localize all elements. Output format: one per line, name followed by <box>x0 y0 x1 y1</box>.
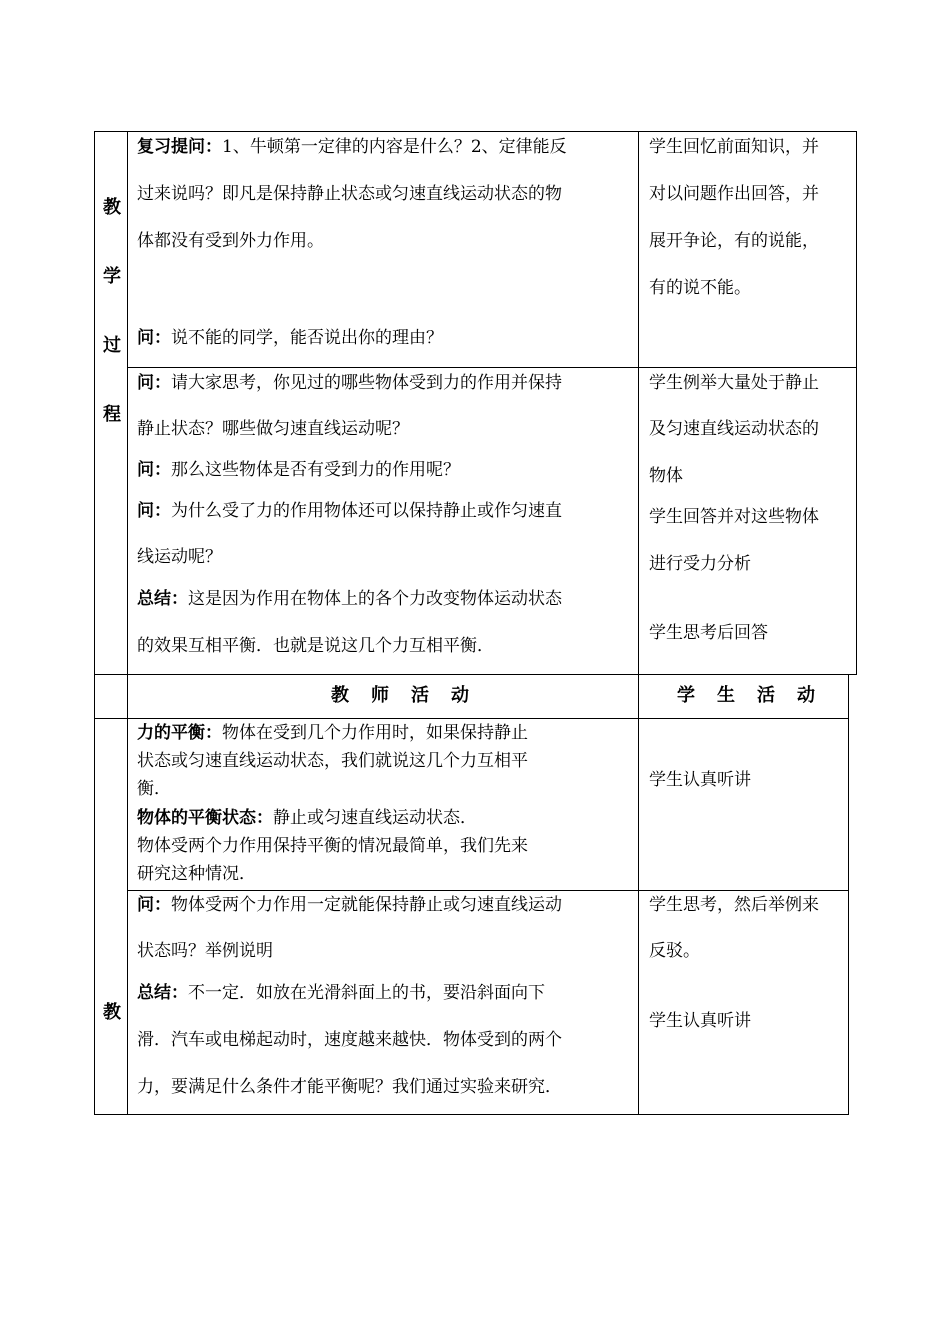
upper-table-bottom-border <box>94 674 857 675</box>
two-force-line-1: 物体受两个力作用保持平衡的情况最简单，我们先来 <box>137 836 528 856</box>
review-question-text: 1、牛顿第一定律的内容是什么？2、定律能反 <box>222 137 567 157</box>
student-activity-line: 学生认真听讲 <box>649 1011 751 1031</box>
question-label: 问： <box>137 501 171 521</box>
force-balance-text: 物体在受到几个力作用时，如果保持静止 <box>222 723 528 743</box>
student-activity-line: 学生回忆前面知识，并 <box>649 137 819 157</box>
student-activity-line: 对以问题作出回答，并 <box>649 184 819 204</box>
student-activity-line: 学生认真听讲 <box>649 770 751 790</box>
review-question-label: 复习提问： <box>137 137 222 157</box>
question-label: 问： <box>137 373 171 393</box>
lower-question-line-2: 状态吗？举例说明 <box>137 941 273 961</box>
side-label-char-4: 程 <box>103 404 121 425</box>
upper-table-row-divider <box>127 367 857 368</box>
equilibrium-state-label: 物体的平衡状态： <box>137 808 273 828</box>
question-text: 为什么受了力的作用物体还可以保持静止或作匀速直 <box>171 501 562 521</box>
question-text: 物体受两个力作用一定就能保持静止或匀速直线运动 <box>171 895 562 915</box>
lower-table-top-border <box>94 718 849 719</box>
summary-text: 这是因为作用在物体上的各个力改变物体运动状态 <box>188 589 562 609</box>
student-activity-line: 反驳。 <box>649 941 700 961</box>
question-label: 问： <box>137 460 171 480</box>
summary-label: 总结： <box>137 589 188 609</box>
student-activity-line: 及匀速直线运动状态的 <box>649 419 819 439</box>
review-question-line-1 <box>137 137 567 157</box>
student-activity-header: 学生活动 <box>677 685 837 706</box>
force-balance-line-1 <box>137 723 528 743</box>
equilibrium-state-line <box>137 808 477 828</box>
summary-label: 总结： <box>137 983 188 1003</box>
student-activity-line: 有的说不能。 <box>649 278 751 298</box>
question-2 <box>137 460 460 480</box>
question-3-line-1 <box>137 501 562 521</box>
force-balance-line-3: 衡． <box>137 779 171 799</box>
lower-summary-line-3: 力，要满足什么条件才能平衡呢？我们通过实验来研究． <box>137 1077 562 1097</box>
upper-table-right-border <box>856 131 857 675</box>
summary-line-1 <box>137 589 562 609</box>
lower-table-row-divider <box>127 890 849 891</box>
review-question-line-2: 过来说吗？即凡是保持静止状态或匀速直线运动状态的物 <box>137 184 562 204</box>
lower-question-line-1 <box>137 895 562 915</box>
upper-table-top-border <box>94 131 857 132</box>
lower-table-bottom-border <box>94 1114 849 1115</box>
side-label-char-2: 学 <box>103 266 121 287</box>
lower-side-label: 教 <box>103 1002 121 1023</box>
question-1-line-2: 静止状态？哪些做匀速直线运动呢？ <box>137 419 409 439</box>
lower-table-left-border <box>94 674 95 1115</box>
force-balance-label: 力的平衡： <box>137 723 222 743</box>
lower-table-column-divider <box>638 674 639 1115</box>
two-force-line-2: 研究这种情况． <box>137 864 256 884</box>
lower-summary-line-1 <box>137 983 545 1003</box>
question-1-line-1 <box>137 373 562 393</box>
teacher-activity-header: 教师活动 <box>331 685 491 706</box>
lower-summary-line-2: 滑．汽车或电梯起动时，速度越来越快．物体受到的两个 <box>137 1030 562 1050</box>
student-activity-line: 学生例举大量处于静止 <box>649 373 819 393</box>
student-activity-line: 展开争论，有的说能， <box>649 231 819 251</box>
student-activity-line: 物体 <box>649 466 683 486</box>
student-activity-line: 学生思考，然后举例来 <box>649 895 819 915</box>
reason-question <box>137 328 443 348</box>
side-label-char-3: 过 <box>103 335 121 356</box>
upper-table-column-divider <box>638 131 639 675</box>
question-text: 那么这些物体是否有受到力的作用呢？ <box>171 460 460 480</box>
force-balance-line-2: 状态或匀速直线运动状态，我们就说这几个力互相平 <box>137 751 528 771</box>
question-label: 问： <box>137 895 171 915</box>
student-activity-line: 学生回答并对这些物体 <box>649 507 819 527</box>
question-label: 问： <box>137 328 171 348</box>
student-activity-line: 进行受力分析 <box>649 554 751 574</box>
student-activity-line: 学生思考后回答 <box>649 623 768 643</box>
side-label-char-1: 教 <box>103 197 121 218</box>
question-text: 说不能的同学，能否说出你的理由？ <box>171 328 443 348</box>
lower-table-right-border <box>848 674 849 1115</box>
question-3-line-2: 线运动呢？ <box>137 547 222 567</box>
question-text: 请大家思考，你见过的哪些物体受到力的作用并保持 <box>171 373 562 393</box>
upper-table-left-border <box>94 131 95 675</box>
summary-line-2: 的效果互相平衡．也就是说这几个力互相平衡． <box>137 636 494 656</box>
lower-table-label-divider <box>127 674 128 1115</box>
summary-text: 不一定．如放在光滑斜面上的书，要沿斜面向下 <box>188 983 545 1003</box>
review-question-line-3: 体都没有受到外力作用。 <box>137 231 324 251</box>
equilibrium-state-text: 静止或匀速直线运动状态． <box>273 808 477 828</box>
